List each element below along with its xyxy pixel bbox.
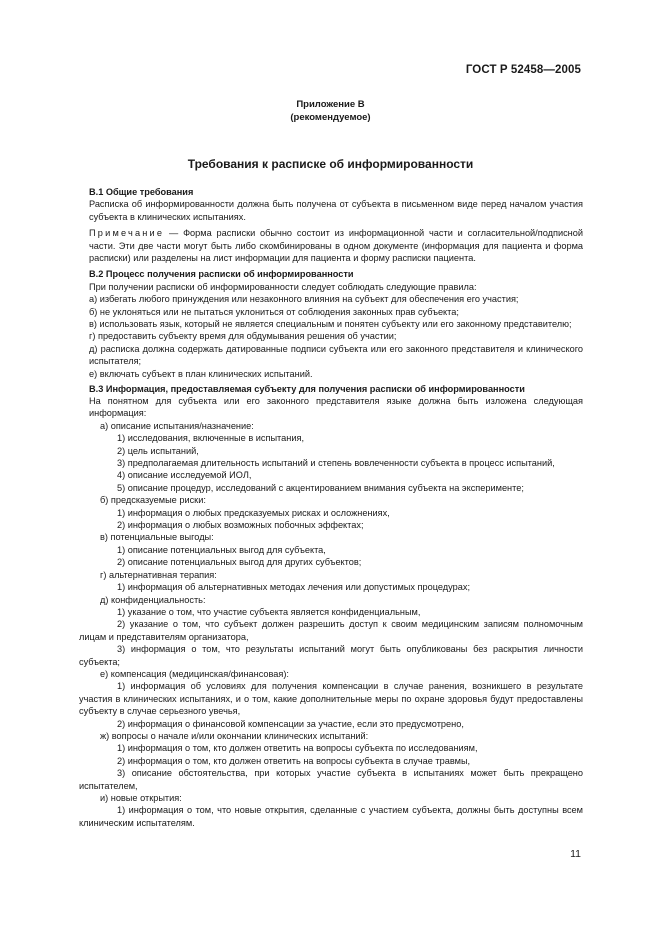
sub-item: 1) информация об альтернативных методах лечения или допустимых процедурах; bbox=[117, 582, 471, 593]
list-item: в) использовать язык, который не является специальным и понятен субъекту или его законному представителю; bbox=[89, 319, 572, 330]
list-item: е) компенсация (медицинская/финансовая): bbox=[100, 668, 289, 679]
appendix-subtitle: (рекомендуемое) bbox=[290, 112, 371, 123]
list-item: а) описание испытания/назначение: bbox=[100, 420, 254, 431]
sub-item: 2) информация о любых возможных побочных эффектах; bbox=[117, 520, 364, 531]
page-number: 11 bbox=[570, 848, 581, 860]
list-item: д) расписка должна содержать датированные подписи субъекта или его законного представителя и клинического испытателя; bbox=[89, 343, 583, 367]
sub-item: 2) описание потенциальных выгод для других субъектов; bbox=[117, 557, 362, 568]
sub-item: 2) информация о том, кто должен ответить на вопросы субъекта в случае травмы, bbox=[117, 755, 471, 766]
sub-item: 1) информация о том, кто должен ответить на вопросы субъекта по исследованиям, bbox=[117, 743, 478, 754]
note-text: — Форма расписки обычно состоит из информационной части и согласительной/подписной части. Эти две части могут быть либо скомбинированы в одном документе (информация для пациента и форма расписки) или разделены на лист информации для пациента и форму расписки пациента. bbox=[89, 228, 583, 264]
section-heading: В.2 Процесс получения расписки об информированности bbox=[89, 269, 354, 280]
sub-item: 3) описание обстоятельства, при которых участие субъекта в испытаниях может быть прекращено испытателем, bbox=[79, 768, 583, 791]
list-item: б) не уклоняться или не пытаться уклониться от соблюдения законных прав субъекта; bbox=[89, 306, 459, 317]
list-item: д) конфиденциальность: bbox=[100, 594, 206, 605]
appendix-title: Приложение В bbox=[296, 99, 365, 110]
sub-item: 2) информация о финансовой компенсации за участие, если это предусмотрено, bbox=[117, 718, 464, 729]
sub-item: 1) указание о том, что участие субъекта является конфиденциальным, bbox=[117, 606, 421, 617]
sub-item: 4) описание исследуемой ИОЛ, bbox=[117, 470, 252, 481]
note-label: Примечание bbox=[89, 228, 165, 239]
sub-item: 1) описание потенциальных выгод для субъекта, bbox=[117, 544, 326, 555]
section-heading: В.1 Общие требования bbox=[89, 187, 194, 197]
document-body bbox=[79, 186, 583, 829]
paragraph: Расписка об информированности должна быть получена от субъекта в письменном виде перед началом участия субъекта в клинических испытаниях. bbox=[89, 199, 583, 222]
list-item: г) предоставить субъекту время для обдумывания решения об участии; bbox=[89, 331, 397, 342]
paragraph: На понятном для субъекта или его законного представителя языке должна быть изложена следующая информация: bbox=[89, 396, 583, 419]
list-item: а) избегать любого принуждения или незаконного влияния на субъект для обеспечения его участия; bbox=[89, 294, 519, 305]
sub-item: 2) указание о том, что субъект должен разрешить доступ к своим медицинским записям полномочным лицам и представителям организатора, bbox=[79, 619, 583, 642]
list-item: и) новые открытия: bbox=[100, 793, 182, 803]
list-item: в) потенциальные выгоды: bbox=[100, 532, 214, 543]
sub-item: 1) информация об условиях для получения компенсации в случае ранения, возникшего в результате участия в клинических испытаниях, и о том, какие дополнительные меры по охране здоровья будут предоставлены субъекту в случае серьезного увечья, bbox=[79, 681, 583, 717]
sub-item: 1) информация о том, что новые открытия, сделанные с участием субъекта, должны быть доступны всем клиническим испытателям. bbox=[79, 805, 583, 828]
list-item: ж) вопросы о начале и/или окончании клинических испытаний: bbox=[100, 730, 369, 741]
list-item: б) предсказуемые риски: bbox=[100, 495, 206, 506]
note-paragraph bbox=[79, 227, 583, 264]
sub-item: 5) описание процедур, исследований с акцентированием внимания субъекта на эксперименте; bbox=[117, 482, 524, 493]
document-title: Требования к расписке об информированности bbox=[187, 157, 474, 171]
sub-item: 3) информация о том, что результаты испытаний могут быть опубликованы без раскрытия личности субъекта; bbox=[79, 644, 583, 667]
sub-item: 2) цель испытаний, bbox=[117, 445, 199, 456]
list-item: г) альтернативная терапия: bbox=[100, 569, 217, 580]
sub-item: 1) информация о любых предсказуемых рисках и осложнениях, bbox=[117, 507, 390, 518]
standard-header: ГОСТ Р 52458—2005 bbox=[465, 64, 581, 76]
section-heading: В.3 Информация, предоставляемая субъекту для получения расписки об информированности bbox=[89, 383, 525, 394]
sub-item: 1) исследования, включенные в испытания, bbox=[117, 433, 305, 444]
list-item: е) включать субъект в план клинических испытаний. bbox=[89, 368, 313, 379]
paragraph: При получении расписки об информированности следует соблюдать следующие правила: bbox=[89, 281, 477, 292]
sub-item: 3) предполагаемая длительность испытаний и степень вовлеченности субъекта в процесс испытаний, bbox=[117, 458, 555, 469]
